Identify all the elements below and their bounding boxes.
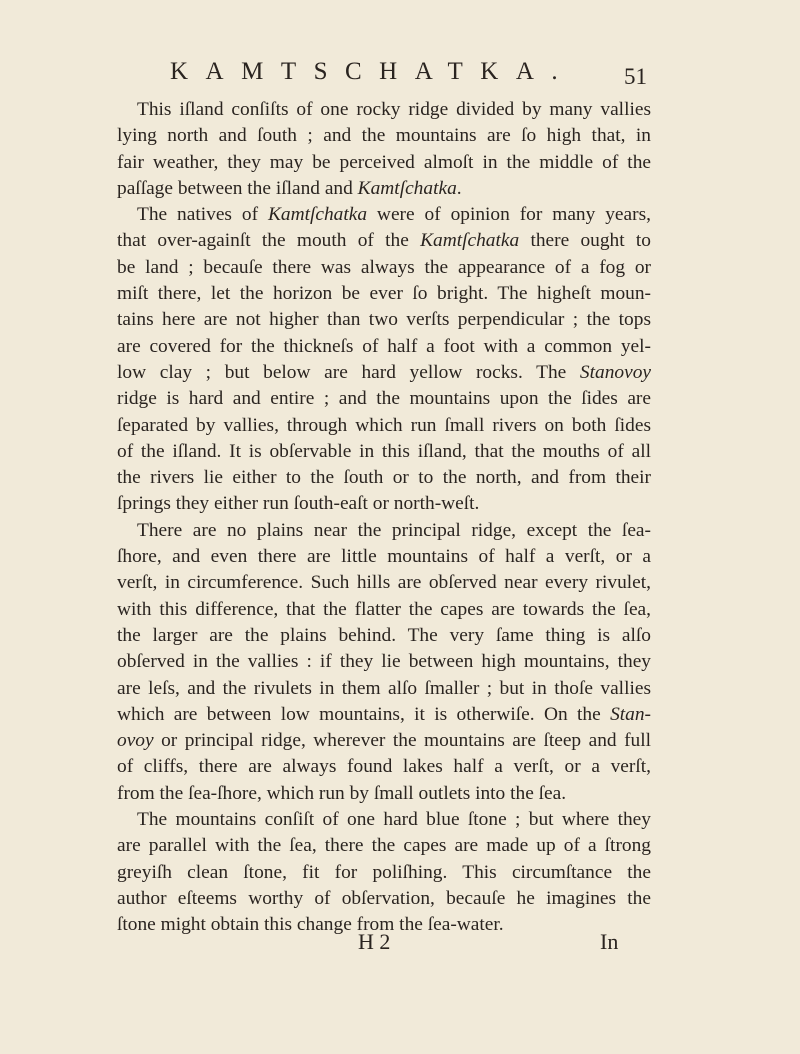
text-line: ovoy or principal ridge, wherever the mountains are ſteep and full — [117, 730, 651, 752]
text-line: ſtone might obtain this change from the ſea-water. — [117, 914, 504, 936]
text-line: The natives of Kamtſchatka were of opinion for many years, — [137, 204, 651, 226]
text-line: are covered for the thickneſs of half a foot with a common yel- — [117, 335, 651, 357]
text-line: There are no plains near the principal ridge, except the ſea- — [137, 519, 651, 541]
text-line: greyiſh clean ſtone, fit for poliſhing. This circumſtance the — [117, 861, 651, 883]
text-line: low clay ; but below are hard yellow rocks. The Stanovoy — [117, 361, 651, 383]
catchword: In — [600, 929, 619, 954]
body-text — [117, 97, 651, 939]
paragraph — [117, 202, 651, 518]
text-line: with this difference, that the flatter the capes are towards the ſea, — [117, 598, 651, 620]
text-line: which are between low mountains, it is otherwiſe. On the Stan- — [117, 703, 651, 725]
text-line: miſt there, let the horizon be ever ſo bright. The higheſt moun- — [117, 283, 651, 305]
text-line: The mountains conſiſt of one hard blue ſtone ; but where they — [137, 809, 651, 831]
text-line: of the iſland. It is obſervable in this iſland, that the mouths of all — [117, 440, 651, 462]
signature-mark: H 2 — [358, 929, 391, 954]
text-line: are parallel with the ſea, there the capes are made up of a ſtrong — [117, 835, 651, 857]
text-line: verſt, in circumference. Such hills are obſerved near every rivulet, — [117, 572, 651, 594]
text-line: be land ; becauſe there was always the appearance of a fog or — [117, 256, 651, 278]
text-line: ſprings they either run ſouth-eaſt or north-weſt. — [117, 493, 480, 515]
text-line: ſeparated by vallies, through which run ſmall rivers on both ſides — [117, 414, 651, 436]
text-line: of cliffs, there are always found lakes half a verſt, or a verſt, — [117, 756, 651, 778]
paragraph — [117, 518, 651, 807]
paragraph — [117, 807, 651, 938]
text-line: are leſs, and the rivulets in them alſo ſmaller ; but in thoſe vallies — [117, 677, 651, 699]
text-line: from the ſea-ſhore, which run by ſmall outlets into the ſea. — [117, 782, 567, 804]
text-line: paſſage between the iſland and Kamtſchatka. — [117, 177, 462, 199]
text-line: ſhore, and even there are little mountains of half a verſt, or a — [117, 546, 651, 568]
text-line: that over-againſt the mouth of the Kamtſchatka there ought to — [117, 230, 651, 252]
text-line: obſerved in the vallies : if they lie between high mountains, they — [117, 651, 651, 673]
text-line: author eſteems worthy of obſervation, becauſe he imagines the — [117, 887, 651, 909]
paragraph — [117, 97, 651, 202]
text-line: ridge is hard and entire ; and the mountains upon the ſides are — [117, 388, 651, 410]
page-number: 51 — [624, 64, 647, 89]
text-line: tains here are not higher than two verſts perpendicular ; the tops — [117, 309, 651, 331]
text-line: This iſland conſiſts of one rocky ridge divided by many vallies — [137, 99, 651, 120]
text-line: fair weather, they may be perceived almoſt in the middle of the — [117, 151, 651, 173]
text-line: lying north and ſouth ; and the mountains are ſo high that, in — [117, 125, 651, 147]
text-line: the rivers lie either to the ſouth or to the north, and from their — [117, 467, 651, 489]
text-line: the larger are the plains behind. The very ſame thing is alſo — [117, 624, 651, 646]
running-head: KAMTSCHATKA. — [170, 58, 576, 85]
